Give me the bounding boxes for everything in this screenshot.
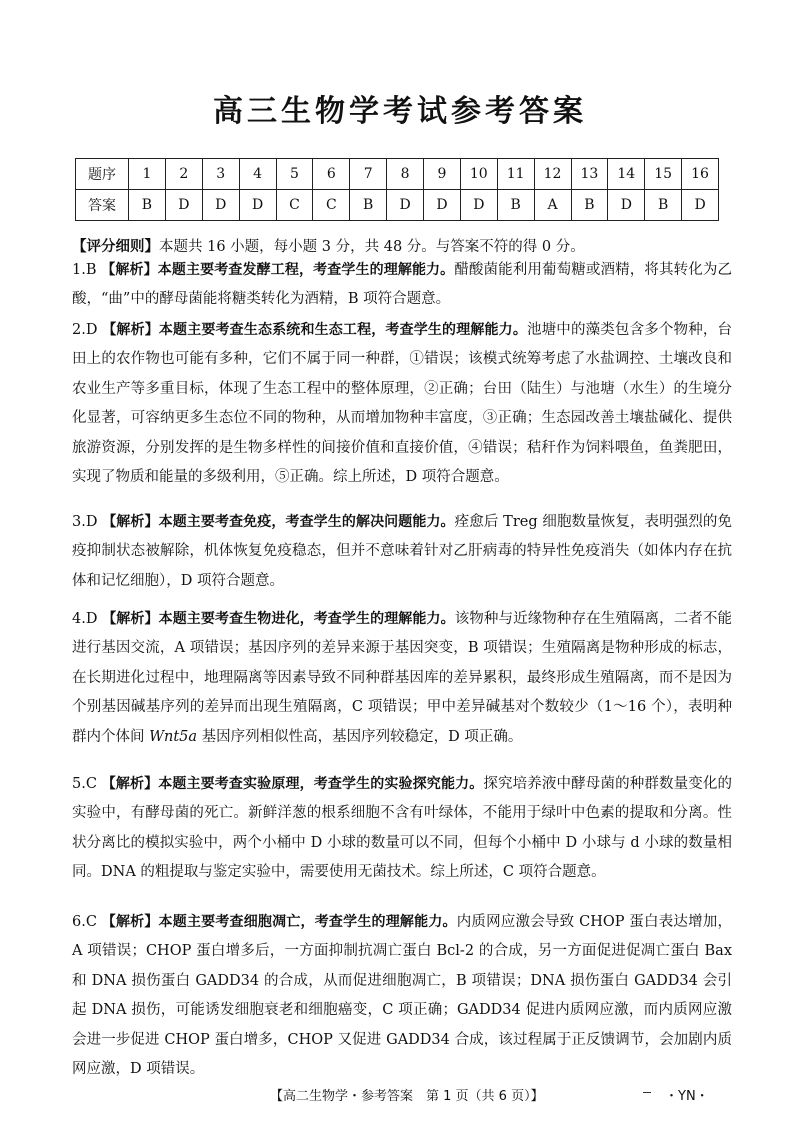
question-number-cell: 2 <box>165 159 202 190</box>
gene-name: Wnt5a <box>149 728 198 745</box>
item-body: 醋酸菌能利用葡萄糖或酒精，将其转化为乙酸，“曲”中的酵母菌能将糖类转化为酒精，B 项符合题意。 <box>72 262 733 308</box>
answer-cell: C <box>276 190 313 221</box>
item-topic: 本题主要考查免疫，考查学生的解决问题能力。 <box>158 514 455 530</box>
question-number-cell: 8 <box>387 159 424 190</box>
answer-cell: D <box>424 190 461 221</box>
item-number: 5.C <box>72 776 97 792</box>
item-body: 痊愈后 Treg 细胞数量恢复，表明强烈的免疫抑制状态被解除，机体恢复免疫稳态，但并不意味着针对乙肝病毒的特异性免疫消失（如体内存在抗体和记忆细胞），D 项符合题意。 <box>72 514 733 589</box>
answer-cell: C <box>313 190 350 221</box>
answer-cell: B <box>645 190 682 221</box>
item-body: 内质网应激会导致 CHOP 蛋白表达增加，A 项错误；CHOP 蛋白增多后，一方面抑制抗凋亡蛋白 Bcl-2 的合成，另一方面促进促凋亡蛋白 Bax 和 DNA 损伤蛋白 GADD34 的合成，从而促进细胞凋亡，B 项错误；DNA 损伤蛋白 GADD34 会引起 DNA 损伤，可能诱发细胞衰老和细胞癌变，C 项正确；GADD34 促进内质网应激，而内质网应激会进一步促进 CHOP 蛋白增多，CHOP 又促进 GADD34 合成，该过程属于正反馈调节，会加剧内质网应激，D 项错误。 <box>72 914 732 1078</box>
question-number-cell: 12 <box>534 159 571 190</box>
question-number-cell: 3 <box>202 159 239 190</box>
item-number: 2.D <box>72 322 98 338</box>
table-row-answers <box>76 190 719 221</box>
item-2 <box>72 316 732 492</box>
answer-cell: D <box>239 190 276 221</box>
answer-cell: A <box>534 190 571 221</box>
scoring-text: 本题共 16 小题，每小题 3 分，共 48 分。与答案不符的得 0 分。 <box>159 239 585 255</box>
analysis-tag: 【解析】 <box>102 322 159 338</box>
question-number-cell: 11 <box>497 159 534 190</box>
answer-cell: B <box>497 190 534 221</box>
item-topic: 本题主要考查细胞凋亡，考查学生的理解能力。 <box>158 914 457 930</box>
answer-cell: B <box>129 190 166 221</box>
item-5 <box>72 770 732 888</box>
item-topic: 本题主要考查发酵工程，考查学生的理解能力。 <box>157 262 455 278</box>
scoring-note <box>72 236 732 258</box>
answer-cell: D <box>165 190 202 221</box>
answer-cell: D <box>460 190 497 221</box>
footer-mark: ・YN・ <box>665 1089 709 1104</box>
question-number-cell: 1 <box>129 159 166 190</box>
item-number: 1.B <box>72 262 97 278</box>
scoring-label: 【评分细则】 <box>72 239 159 255</box>
question-number-cell: 6 <box>313 159 350 190</box>
item-body-part-2: 基因序列相似性高，基因序列较稳定，D 项正确。 <box>197 728 523 745</box>
item-number: 3.D <box>72 514 98 530</box>
answer-cell: B <box>571 190 608 221</box>
item-body: 池塘中的藻类包含多个物种，台田上的农作物也可能有多种，它们不属于同一种群，①错误；该模式统筹考虑了水盐调控、土壤改良和农业生产等多重目标，体现了生态工程中的整体原理，②正确；台田（陆生）与池塘（水生）的生境分化显著，可容纳更多生态位不同的物种，从而增加物种丰富度，③正确；生态园改善土壤盐碱化、提供旅游资源，分别发挥的是生物多样性的间接价值和直接价值，④错误；秸秆作为饲料喂鱼，鱼粪肥田，实现了物质和能量的多级利用，⑤正确。综上所述，D 项符合题意。 <box>72 322 733 486</box>
question-number-cell: 7 <box>350 159 387 190</box>
question-number-cell: 13 <box>571 159 608 190</box>
answer-table <box>75 158 719 221</box>
item-topic: 本题主要考查生态系统和生态工程，考查学生的理解能力。 <box>158 322 527 338</box>
row-header-answer: 答案 <box>76 190 129 221</box>
item-topic: 本题主要考查实验原理，考查学生的实验探究能力。 <box>158 776 484 792</box>
question-number-cell: 9 <box>424 159 461 190</box>
item-3 <box>72 508 732 596</box>
analysis-tag: 【解析】 <box>102 514 159 530</box>
question-number-cell: 16 <box>682 159 719 190</box>
footer-dash <box>643 1092 651 1093</box>
page-title: 高三生物学考试参考答案 <box>213 94 587 129</box>
item-6 <box>72 908 732 1084</box>
item-4 <box>72 605 732 752</box>
item-number: 6.C <box>72 914 97 930</box>
answer-cell: D <box>682 190 719 221</box>
question-number-cell: 15 <box>645 159 682 190</box>
item-body: 探究培养液中酵母菌的种群数量变化的实验中，有酵母菌的死亡。新鲜洋葱的根系细胞不含有叶绿体，不能用于绿叶中色素的提取和分离。性状分离比的模拟实验中，两个小桶中 D 小球的数量可以不同，但每个小桶中 D 小球与 d 小球的数量相同。DNA 的粗提取与鉴定实验中，需要使用无菌技术。综上所述，C 项符合题意。 <box>72 776 733 881</box>
row-header-number: 题序 <box>76 159 129 190</box>
table-row-numbers <box>76 159 719 190</box>
analysis-tag: 【解析】 <box>101 262 158 278</box>
answer-cell: D <box>608 190 645 221</box>
item-topic: 本题主要考查生物进化，考查学生的理解能力。 <box>158 611 455 627</box>
item-body-part-1: 该物种与近缘物种存在生殖隔离，二者不能进行基因交流，A 项错误；基因序列的差异来源于基因突变，B 项错误；生殖隔离是物种形成的标志，在长期进化过程中，地理隔离等因素导致不同种群基因库的差异累积，最终形成生殖隔离，而不是因为个别基因碱基序列的差异而出现生殖隔离，C 项错误；甲中差异碱基对个数较少（1～16 个），表明种群内个体间 <box>72 611 733 745</box>
question-number-cell: 4 <box>239 159 276 190</box>
analysis-tag: 【解析】 <box>101 914 159 930</box>
question-number-cell: 10 <box>460 159 497 190</box>
question-number-cell: 14 <box>608 159 645 190</box>
answer-cell: D <box>387 190 424 221</box>
page-footer: 【高二生物学・参考答案 第 1 页（共 6 页）】 <box>270 1089 544 1104</box>
analysis-tag: 【解析】 <box>101 776 159 792</box>
answer-cell: D <box>202 190 239 221</box>
item-1 <box>72 256 732 315</box>
question-number-cell: 5 <box>276 159 313 190</box>
analysis-tag: 【解析】 <box>102 611 159 627</box>
item-number: 4.D <box>72 611 98 627</box>
answer-cell: B <box>350 190 387 221</box>
